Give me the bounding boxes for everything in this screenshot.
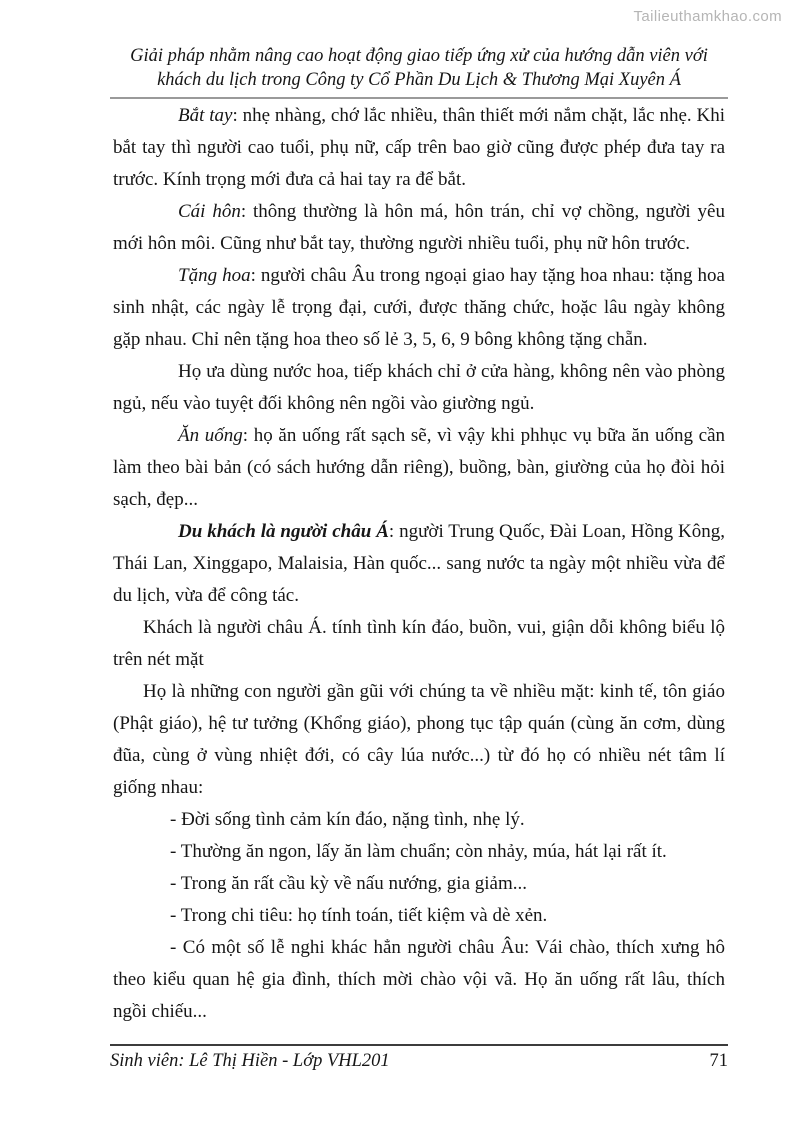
list-item-le-nghi [113, 932, 725, 1028]
paragraph-lead: Cái hôn [178, 201, 241, 222]
list-item-trong-chi-tieu [113, 900, 725, 932]
paragraph-nuoc-hoa [113, 356, 725, 420]
footer-page-number: 71 [709, 1051, 728, 1071]
paragraph-lead: Bắt tay [178, 105, 233, 126]
paragraph-text: : nhẹ nhàng, chớ lắc nhiều, thân thiết mới nắm chặt, lắc nhẹ. Khi bắt tay thì người cao tuổi, phụ nữ, cấp trên bao giờ cũng được phép đưa tay ra trước. Kính trọng mới đưa cả hai tay ra để bắt. [113, 105, 725, 190]
paragraph-text: : họ ăn uống rất sạch sẽ, vì vậy khi phhục vụ bữa ăn uống cần làm theo bài bản (có sách hướng dẫn riêng), buồng, bàn, giường của họ đòi hỏi sạch, đẹp... [113, 425, 726, 510]
paragraph-khach-chau-a [113, 612, 725, 676]
paragraph-lead: Tặng hoa [178, 265, 251, 286]
paragraph-text: : người châu Âu trong ngoại giao hay tặng hoa nhau: tặng hoa sinh nhật, các ngày lễ trọng đại, cưới, được thăng chức, hoặc lâu ngày không gặp nhau. Chỉ nên tặng hoa theo số lẻ 3, 5, 6, 9 bông không tặng chẵn. [113, 265, 725, 350]
list-item-doi-song [113, 804, 725, 836]
paragraph-text: Khách là người châu Á. tính tình kín đáo, buồn, vui, giận dỗi không biểu lộ trên nét mặt [113, 617, 725, 670]
paragraph-text: - Đời sống tình cảm kín đáo, nặng tình, nhẹ lý. [170, 809, 525, 830]
page-header-title [110, 44, 728, 99]
paragraph-ho-la-nhung [113, 676, 725, 804]
paragraph-cai-hon [113, 196, 725, 260]
paragraph-du-khach-chau-a [113, 516, 725, 612]
paragraph-text: Họ là những con người gần gũi với chúng ta về nhiều mặt: kinh tế, tôn giáo (Phật giáo), hệ tư tưởng (Khổng giáo), phong tục tập quán (cùng ăn cơm, dùng đũa, cùng ở vùng nhiệt đới, có cây lúa nước...) từ đó họ có nhiều nét tâm lí giống nhau: [113, 681, 725, 798]
header-title-line-2: khách du lịch trong Công ty Cổ Phần Du Lịch & Thương Mại Xuyên Á [157, 70, 681, 90]
paragraph-lead: Ăn uống [178, 425, 243, 446]
paragraph-text: : thông thường là hôn má, hôn trán, chỉ vợ chồng, người yêu mới hôn môi. Cũng như bắt tay, thường người nhiều tuổi, phụ nữ hôn trước. [113, 201, 725, 254]
paragraph-text: Họ ưa dùng nước hoa, tiếp khách chỉ ở cửa hàng, không nên vào phòng ngủ, nếu vào tuyệt đối không nên ngồi vào giường ngủ. [113, 361, 725, 414]
paragraph-text: - Trong chi tiêu: họ tính toán, tiết kiệm và dè xẻn. [170, 905, 548, 926]
footer-author: Sinh viên: Lê Thị Hiền - Lớp VHL201 [110, 1051, 390, 1071]
header-title-line-1: Giải pháp nhằm nâng cao hoạt động giao tiếp ứng xử của hướng dẫn viên với [130, 46, 708, 66]
paragraph-text: - Trong ăn rất cầu kỳ về nấu nướng, gia giảm... [170, 873, 528, 894]
paragraph-text: - Thường ăn ngon, lấy ăn làm chuẩn; còn nhảy, múa, hát lại rất ít. [170, 841, 667, 862]
paragraph-lead-bold: Du khách là người châu Á [178, 521, 389, 542]
paragraph-tang-hoa [113, 260, 725, 356]
paragraph-text: : người Trung Quốc, Đài Loan, Hồng Kông, Thái Lan, Xinggapo, Malaisia, Hàn quốc... sang nước ta ngày một nhiều vừa để du lịch, vừa để công tác. [113, 521, 725, 606]
site-watermark: Tailieuthamkhao.com [633, 8, 782, 25]
paragraph-bat-tay [113, 100, 725, 196]
list-item-thuong-an-ngon [113, 836, 725, 868]
page-footer [110, 1044, 728, 1072]
list-item-trong-an [113, 868, 725, 900]
paragraph-text: - Có một số lễ nghi khác hẳn người châu Âu: Vái chào, thích xưng hô theo kiểu quan hệ gia đình, thích mời chào vội vã. Họ ăn uống rất lâu, thích ngồi chiếu... [113, 937, 725, 1022]
paragraph-an-uong [113, 420, 725, 516]
document-body [113, 100, 725, 1028]
